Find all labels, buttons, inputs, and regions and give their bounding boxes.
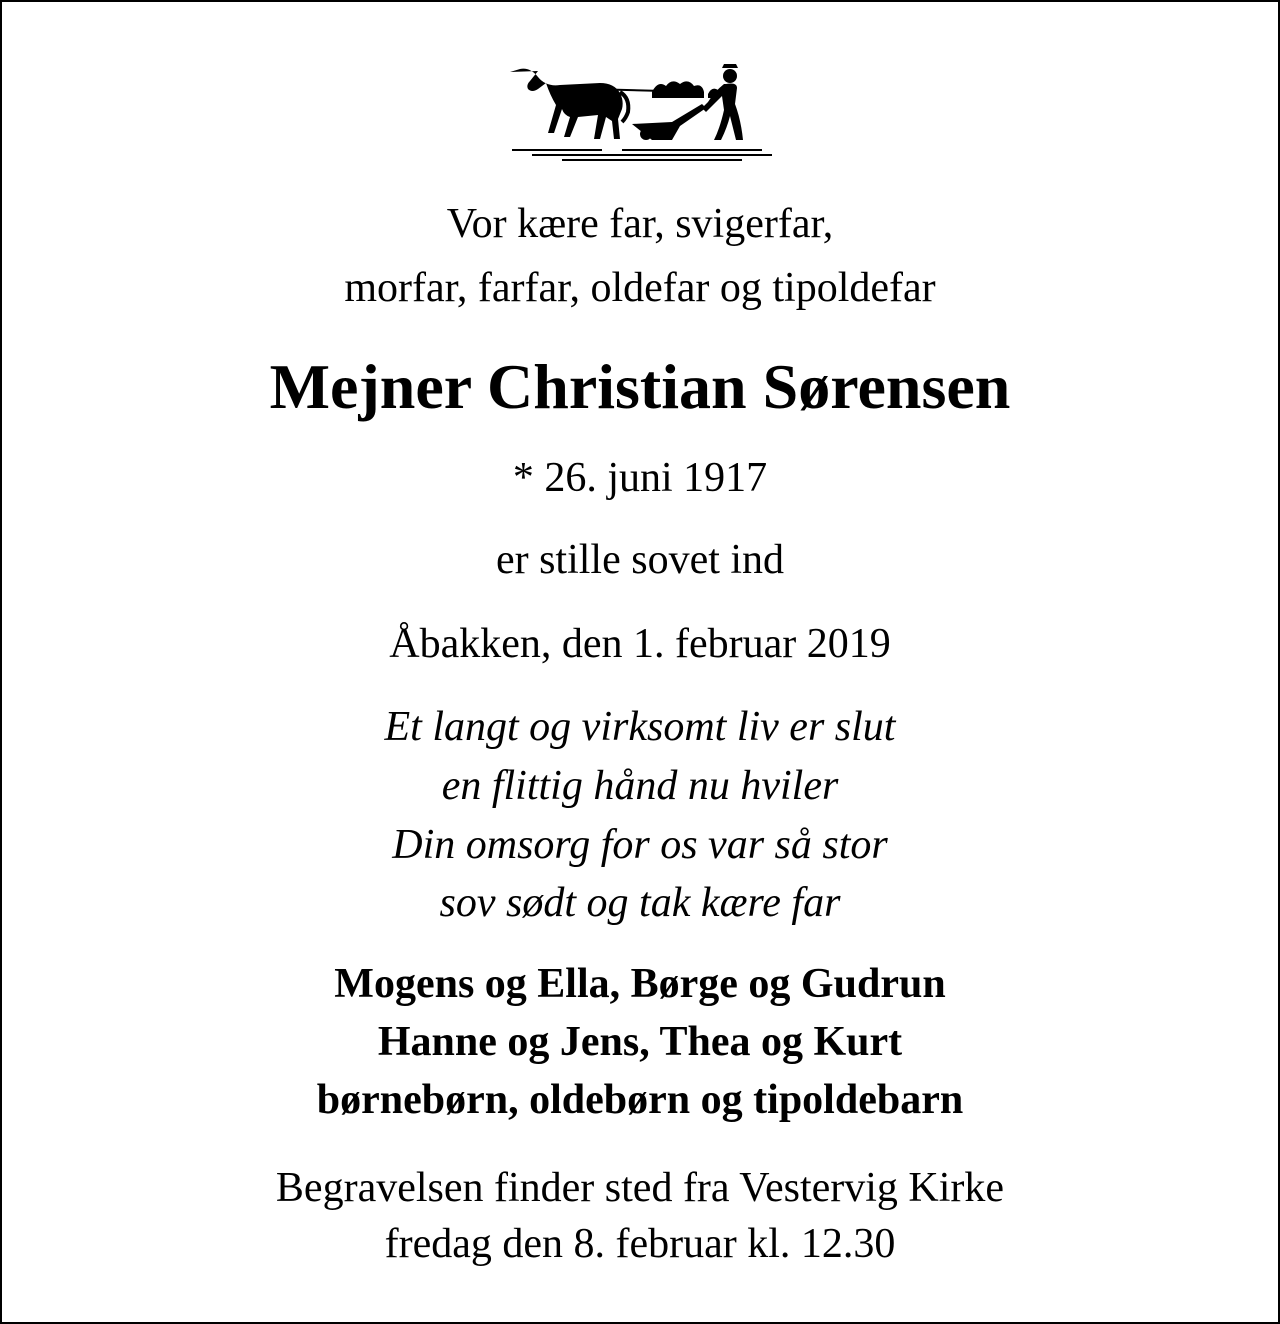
verse-line-2: en flittig hånd nu hviler — [441, 763, 839, 809]
verse-line-4: sov sødt og tak kære far — [439, 880, 841, 926]
birth-date: * 26. juni 1917 — [512, 455, 768, 501]
intro-line-1: Vor kære far, svigerfar, — [446, 201, 834, 247]
family-line-1: Mogens og Ella, Børge og Gudrun — [334, 961, 946, 1007]
funeral-line-2: fredag den 8. februar kl. 12.30 — [384, 1221, 896, 1267]
deceased-name: Mejner Christian Sørensen — [269, 351, 1011, 422]
place-and-date: Åbakken, den 1. februar 2019 — [389, 621, 891, 667]
funeral-line-1: Begravelsen finder sted fra Vestervig Kirke — [275, 1165, 1005, 1211]
verse-line-3: Din omsorg for os var så stor — [392, 822, 888, 868]
family-line-3: børnebørn, oldebørn og tipoldebarn — [316, 1077, 964, 1123]
verse-line-1: Et langt og virksomt liv er slut — [384, 704, 896, 750]
intro-line-2: morfar, farfar, oldefar og tipoldefar — [344, 265, 936, 311]
passing-text: er stille sovet ind — [495, 537, 785, 583]
family-line-2: Hanne og Jens, Thea og Kurt — [377, 1019, 903, 1065]
horse-plough-icon — [502, 62, 782, 167]
